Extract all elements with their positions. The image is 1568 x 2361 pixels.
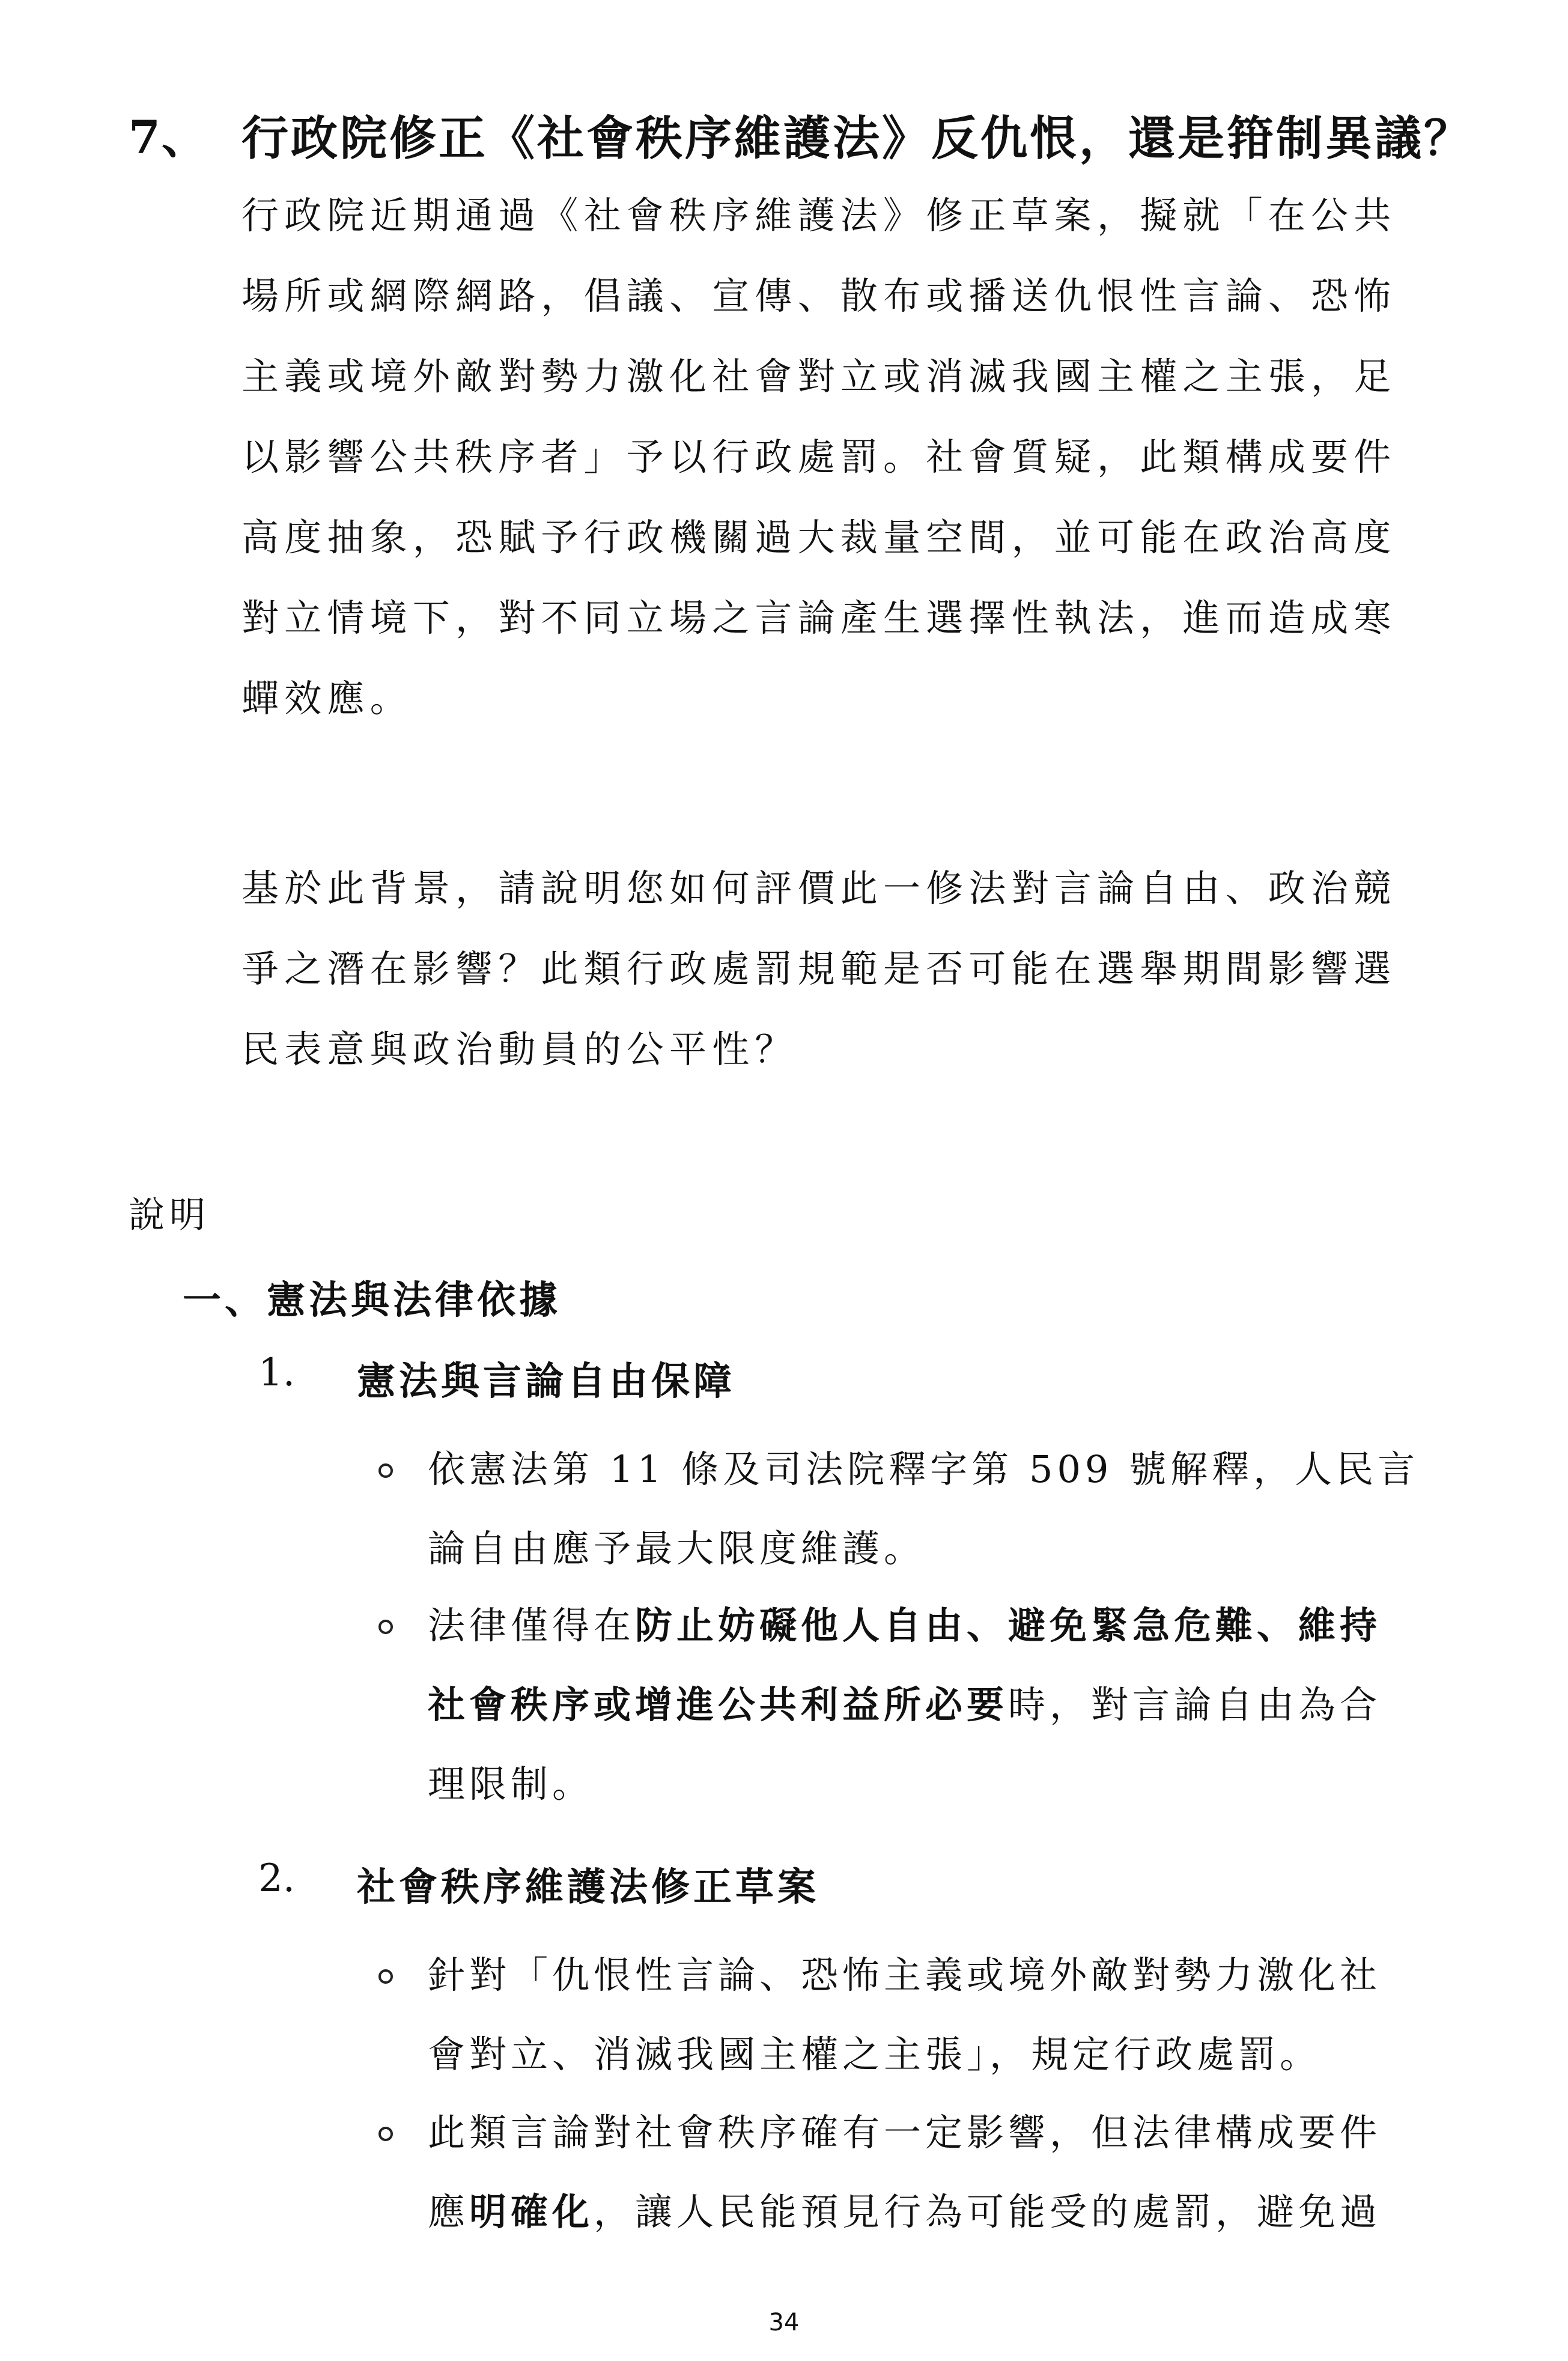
bullet-circle-icon <box>372 2121 399 2147</box>
paragraph-line: 爭之潛在影響？此類行政處罰規範是否可能在選舉期間影響選 <box>242 947 1397 991</box>
bullet-line <box>428 1586 1455 1665</box>
subsection-title: 憲法與言論自由保障 <box>357 1359 735 1404</box>
bullet-line: 會對立、消滅我國主權之主張」，規定行政處罰。 <box>428 2032 1322 2076</box>
bullet-text <box>428 1430 1455 1588</box>
bullet-circle-icon <box>372 1457 399 1484</box>
bullet-line <box>428 2172 1455 2252</box>
paragraph-line: 以影響公共秩序者」予以行政處罰。社會質疑，此類構成要件 <box>242 435 1397 479</box>
paragraph-line: 基於此背景，請說明您如何評價此一修法對言論自由、政治競 <box>242 866 1397 910</box>
bullet-text <box>428 1936 1455 2094</box>
bullet-text <box>428 1586 1455 1824</box>
bold-text: 防止妨礙他人自由、避免緊急危難、維持 <box>635 1603 1382 1647</box>
page-number: 34 <box>768 2309 800 2336</box>
subsection-title: 社會秩序維護法修正草案 <box>357 1865 819 1910</box>
paragraph-line: 蟬效應。 <box>242 676 413 720</box>
paragraph-line: 場所或網際網路，倡議、宣傳、散布或播送仇恨性言論、恐怖 <box>242 274 1397 318</box>
paragraph-line: 主義或境外敵對勢力激化社會對立或消滅我國主權之主張，足 <box>242 354 1397 398</box>
normal-text: 應 <box>428 2190 470 2234</box>
question-paragraph-2 <box>242 848 1455 1090</box>
bullet-line: 此類言論對社會秩序確有一定影響，但法律構成要件 <box>428 2110 1382 2154</box>
bullet-line: 論自由應予最大限度維護。 <box>428 1527 926 1570</box>
paragraph-line: 民表意與政治動員的公平性？ <box>242 1027 798 1071</box>
bold-text: 明確化 <box>469 2190 594 2234</box>
normal-text: ，讓人民能預見行為可能受的處罰，避免過 <box>594 2190 1382 2234</box>
bold-text: 社會秩序或增進公共利益所必要 <box>428 1683 1009 1727</box>
bullet-line: 理限制。 <box>428 1762 594 1806</box>
paragraph-line: 對立情境下，對不同立場之言論產生選擇性執法，進而造成寒 <box>242 596 1397 640</box>
section-heading: 一、憲法與法律依據 <box>183 1278 561 1323</box>
explanation-label: 說明 <box>129 1194 210 1236</box>
bullet-circle-icon <box>372 1963 399 1990</box>
normal-text: 法律僅得在 <box>428 1603 636 1647</box>
paragraph-line: 行政院近期通過《社會秩序維護法》修正草案，擬就「在公共 <box>242 193 1397 237</box>
question-title: 行政院修正《社會秩序維護法》反仇恨，還是箝制異議？ <box>242 111 1474 166</box>
bullet-line: 依憲法第 11 條及司法院釋字第 509 號解釋，人民言 <box>428 1447 1420 1491</box>
question-paragraph-1 <box>242 175 1455 739</box>
subsection-number: 2. <box>258 1856 296 1901</box>
bullet-line: 針對「仇恨性言論、恐怖主義或境外敵對勢力激化社 <box>428 1953 1382 1997</box>
bullet-text <box>428 2093 1455 2252</box>
normal-text: 時，對言論自由為合 <box>1008 1683 1382 1727</box>
question-number: 7、 <box>129 111 208 164</box>
bullet-line <box>428 1665 1455 1745</box>
subsection-number: 1. <box>258 1351 296 1395</box>
paragraph-line: 高度抽象，恐賦予行政機關過大裁量空間，並可能在政治高度 <box>242 515 1397 559</box>
bullet-circle-icon <box>372 1614 399 1640</box>
